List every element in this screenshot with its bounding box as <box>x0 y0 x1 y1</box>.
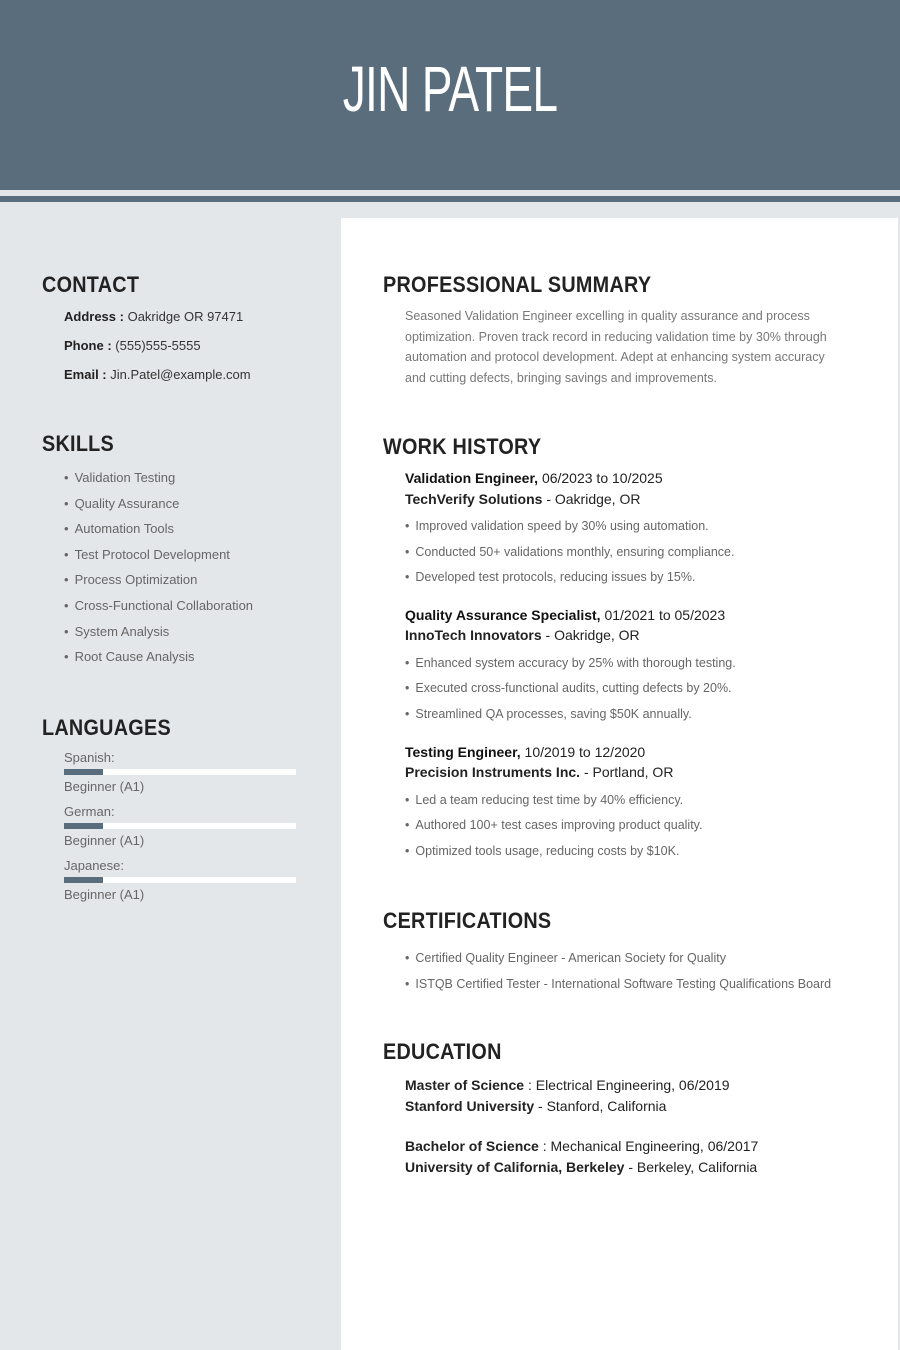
degree-line <box>405 1075 883 1096</box>
school-line <box>405 1157 883 1178</box>
skill-item: • Root Cause Analysis <box>64 644 253 670</box>
job-dates: 06/2023 to 10/2025 <box>541 470 663 486</box>
school: Stanford University <box>405 1097 535 1114</box>
job-bullet: • Enhanced system accuracy by 25% with thorough testing. <box>405 651 883 677</box>
job-title-line <box>405 468 883 489</box>
section-title: LANGUAGES <box>42 715 171 740</box>
language-level-fill <box>64 769 103 775</box>
language-name: Japanese: <box>64 858 124 873</box>
certification-item: • ISTQB Certified Tester - International Software Testing Qualifications Board <box>405 972 883 998</box>
language-level-bar <box>64 877 296 883</box>
job-bullet: • Improved validation speed by 30% using automation. <box>405 514 883 540</box>
section-title: EDUCATION <box>383 1039 502 1064</box>
section-title: CERTIFICATIONS <box>383 908 552 933</box>
job-title-line <box>405 742 883 763</box>
job-location: - Portland, OR <box>583 764 674 781</box>
language-level: Beginner (A1) <box>64 833 145 848</box>
skill-item: • System Analysis <box>64 619 253 645</box>
job-company: Precision Instruments Inc. <box>405 764 581 781</box>
job-title: Quality Assurance Specialist, <box>405 606 601 623</box>
contact-phone: Phone : (555)555-5555 <box>64 338 201 353</box>
skill-item: • Test Protocol Development <box>64 542 253 568</box>
job-dates: 01/2021 to 05/2023 <box>604 606 726 623</box>
job-bullet: • Authored 100+ test cases improving product quality. <box>405 813 883 839</box>
job-company-line <box>405 762 883 783</box>
language-level-bar <box>64 769 296 775</box>
job-company: InnoTech Innovators <box>405 627 542 644</box>
job-title: Validation Engineer, <box>405 470 539 486</box>
contact-section <box>42 272 251 389</box>
language-level-fill <box>64 823 103 829</box>
language-level-bar <box>64 823 296 829</box>
skill-item: • Automation Tools <box>64 516 253 542</box>
degree-field: : Mechanical Engineering, 06/2017 <box>542 1138 759 1154</box>
job-location: - Oakridge, OR <box>546 490 641 507</box>
school-location: - Stanford, California <box>538 1097 667 1114</box>
job-bullets <box>405 788 883 865</box>
summary-section <box>383 272 845 388</box>
candidate-name: JIN PATEL <box>342 53 558 125</box>
summary-text: Seasoned Validation Engineer excelling in quality assurance and process optimization. Proven track record in reducing validation time by 30% through automation and protocol development. Adept at enhancing system accuracy and cutting defects, bringing savings and improvements. <box>405 309 827 385</box>
job-bullet: • Optimized tools usage, reducing costs by $10K. <box>405 839 883 865</box>
job-bullet: • Developed test protocols, reducing issues by 15%. <box>405 565 883 591</box>
job-title: Testing Engineer, <box>405 743 521 760</box>
section-title: PROFESSIONAL SUMMARY <box>383 272 652 297</box>
job-entry <box>405 605 883 646</box>
job-entry <box>405 468 883 509</box>
contact-email: Email : Jin.Patel@example.com <box>64 367 251 382</box>
job-company-line <box>405 489 883 510</box>
language-level: Beginner (A1) <box>64 887 145 902</box>
section-title: WORK HISTORY <box>383 434 542 459</box>
degree: Master of Science <box>405 1077 525 1093</box>
degree-line <box>405 1136 883 1157</box>
job-entry <box>405 742 883 783</box>
job-bullet: • Streamlined QA processes, saving $50K annually. <box>405 702 883 728</box>
languages-section <box>42 715 296 911</box>
job-bullet: • Led a team reducing test time by 40% efficiency. <box>405 788 883 814</box>
job-title-line <box>405 605 883 626</box>
education-entry <box>405 1075 883 1116</box>
certifications-section <box>383 908 883 1011</box>
job-bullet: • Executed cross-functional audits, cutting defects by 20%. <box>405 676 883 702</box>
skill-item: • Validation Testing <box>64 465 253 491</box>
job-bullets <box>405 651 883 728</box>
job-dates: 10/2019 to 12/2020 <box>524 743 646 760</box>
school-location: - Berkeley, California <box>628 1158 758 1175</box>
language-name: Spanish: <box>64 750 115 765</box>
language-level: Beginner (A1) <box>64 779 145 794</box>
section-title: SKILLS <box>42 431 115 456</box>
job-bullets <box>405 514 883 591</box>
school: University of California, Berkeley <box>405 1158 625 1175</box>
skill-item: • Quality Assurance <box>64 491 253 517</box>
education-section <box>383 1039 883 1197</box>
contact-address: Address : Oakridge OR 97471 <box>64 309 244 324</box>
degree: Bachelor of Science <box>405 1138 539 1154</box>
job-location: - Oakridge, OR <box>545 627 640 644</box>
skill-item: • Process Optimization <box>64 567 253 593</box>
work-history-section <box>383 434 883 878</box>
education-entry <box>405 1136 883 1177</box>
certification-item: • Certified Quality Engineer - American Society for Quality <box>405 946 883 972</box>
school-line <box>405 1096 883 1117</box>
job-company-line <box>405 625 883 646</box>
language-level-fill <box>64 877 103 883</box>
skill-item: • Cross-Functional Collaboration <box>64 593 253 619</box>
header-banner <box>0 0 900 190</box>
job-bullet: • Conducted 50+ validations monthly, ensuring compliance. <box>405 540 883 566</box>
skills-section <box>42 431 253 670</box>
job-company: TechVerify Solutions <box>405 490 543 507</box>
degree-field: : Electrical Engineering, 06/2019 <box>527 1077 730 1093</box>
section-title: CONTACT <box>42 272 140 297</box>
language-name: German: <box>64 804 115 819</box>
